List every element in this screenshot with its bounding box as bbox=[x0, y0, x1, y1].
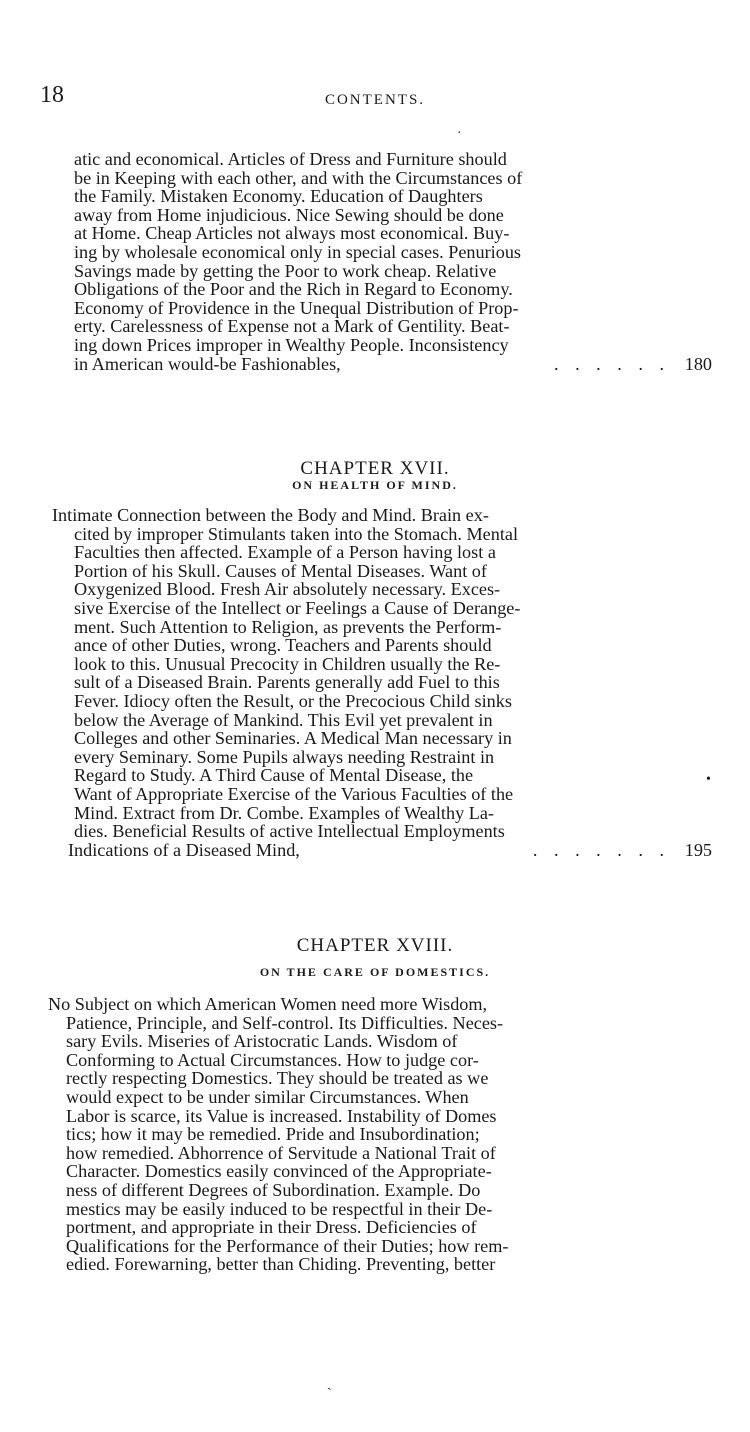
content-line: Colleges and other Seminaries. A Medical Man necessary in bbox=[74, 728, 512, 749]
page-number: 18 bbox=[40, 82, 64, 108]
content-line: cited by improper Stimulants taken into the Stomach. Mental bbox=[74, 523, 518, 544]
content-line: Obligations of the Poor and the Rich in Regard to Economy. bbox=[74, 279, 513, 300]
content-line: ness of different Degrees of Subordination. Example. Do bbox=[66, 1179, 481, 1200]
content-line: would expect to be under similar Circumstances. When bbox=[66, 1086, 469, 1107]
content-line: how remedied. Abhorrence of Servitude a National Trait of bbox=[66, 1142, 496, 1163]
content-line: sary Evils. Miseries of Aristocratic Lands. Wisdom of bbox=[66, 1031, 458, 1052]
chapter-18-contents-block bbox=[48, 995, 712, 1274]
content-line: Patience, Principle, and Self-control. Its Difficulties. Neces- bbox=[66, 1012, 504, 1033]
stray-mark: • bbox=[706, 772, 711, 787]
chapter-17-title: CHAPTER XVII. bbox=[300, 458, 450, 479]
content-line: the Family. Mistaken Economy. Education of Daughters bbox=[74, 186, 483, 207]
page-reference: 180 bbox=[684, 353, 712, 374]
content-line: Labor is scarce, its Value is increased. Instability of Domes bbox=[66, 1105, 497, 1126]
content-last-line bbox=[74, 355, 712, 374]
content-line: Oxygenized Blood. Fresh Air absolutely necessary. Exces- bbox=[74, 579, 501, 600]
content-line: ment. Such Attention to Religion, as prevents the Perform- bbox=[74, 616, 502, 637]
content-line: Economy of Providence in the Unequal Distribution of Prop- bbox=[74, 297, 519, 318]
content-line: erty. Carelessness of Expense not a Mark of Gentility. Beat- bbox=[74, 316, 510, 337]
content-line: Character. Domestics easily convinced of the Appropriate- bbox=[66, 1161, 492, 1182]
running-head: CONTENTS. bbox=[324, 92, 426, 108]
content-line: No Subject on which American Women need more Wisdom, bbox=[48, 994, 488, 1014]
content-line: sive Exercise of the Intellect or Feelings a Cause of Derange- bbox=[74, 597, 521, 618]
content-line: ance of other Duties, wrong. Teachers and Parents should bbox=[74, 635, 492, 656]
content-line: at Home. Cheap Articles not always most economical. Buy- bbox=[74, 223, 510, 244]
content-line: Regard to Study. A Third Cause of Mental Disease, the bbox=[74, 765, 474, 786]
content-line: dies. Beneficial Results of active Intellectual Employments bbox=[74, 821, 505, 842]
chapter-18-title: CHAPTER XVIII. bbox=[296, 935, 454, 956]
chapter-17-subtitle: ON HEALTH OF MIND. bbox=[292, 478, 458, 492]
content-line: portment, and appropriate in their Dress. Deficiencies of bbox=[66, 1217, 477, 1238]
content-line: ing down Prices improper in Wealthy People. Inconsistency bbox=[74, 334, 509, 355]
content-last-line bbox=[52, 841, 712, 860]
leader-dots: . . . . . . bbox=[553, 353, 670, 374]
content-line: Conforming to Actual Circumstances. How to judge cor- bbox=[66, 1049, 479, 1070]
leader-dots: . . . . . . . bbox=[532, 839, 670, 860]
content-line: Savings made by getting the Poor to work cheap. Relative bbox=[74, 260, 497, 281]
chapter-17-contents-block bbox=[52, 506, 712, 859]
content-line: Mind. Extract from Dr. Combe. Examples of Wealthy La- bbox=[74, 802, 494, 823]
content-line: Want of Appropriate Exercise of the Various Faculties of the bbox=[74, 783, 514, 804]
content-line: sult of a Diseased Brain. Parents generally add Fuel to this bbox=[74, 672, 500, 693]
content-line: Intimate Connection between the Body and Mind. Brain ex- bbox=[52, 505, 489, 525]
stray-mark: · bbox=[457, 126, 462, 141]
content-line: ing by wholesale economical only in special cases. Penurious bbox=[74, 241, 521, 262]
chapter-18-subtitle: ON THE CARE OF DOMESTICS. bbox=[259, 965, 491, 979]
page-reference: 195 bbox=[684, 839, 712, 860]
content-line: Indications of a Diseased Mind, bbox=[68, 839, 300, 860]
continued-contents-block bbox=[74, 150, 712, 373]
content-line: rectly respecting Domestics. They should be treated as we bbox=[66, 1068, 489, 1089]
content-line: away from Home injudicious. Nice Sewing should be done bbox=[74, 204, 504, 225]
content-line: Qualifications for the Performance of their Duties; how rem- bbox=[66, 1235, 509, 1256]
content-line: look to this. Unusual Precocity in Children usually the Re- bbox=[74, 653, 501, 674]
content-line: Portion of his Skull. Causes of Mental Diseases. Want of bbox=[74, 560, 487, 581]
content-line: Faculties then affected. Example of a Person having lost a bbox=[74, 542, 496, 563]
content-line: Fever. Idiocy often the Result, or the Precocious Child sinks bbox=[74, 690, 512, 711]
content-line: in American would-be Fashionables, bbox=[74, 353, 341, 374]
content-line: mestics may be easily induced to be respectful in their De- bbox=[66, 1198, 493, 1219]
content-line: edied. Forewarning, better than Chiding. Preventing, better bbox=[66, 1254, 496, 1275]
content-line: every Seminary. Some Pupils always needing Restraint in bbox=[74, 746, 495, 767]
content-line: be in Keeping with each other, and with the Circumstances of bbox=[74, 167, 523, 188]
stray-mark: ˎ bbox=[327, 1376, 332, 1391]
content-line: tics; how it may be remedied. Pride and Insubordination; bbox=[66, 1124, 480, 1145]
content-line: below the Average of Mankind. This Evil yet prevalent in bbox=[74, 709, 493, 730]
content-line: atic and economical. Articles of Dress and Furniture should bbox=[74, 149, 507, 169]
